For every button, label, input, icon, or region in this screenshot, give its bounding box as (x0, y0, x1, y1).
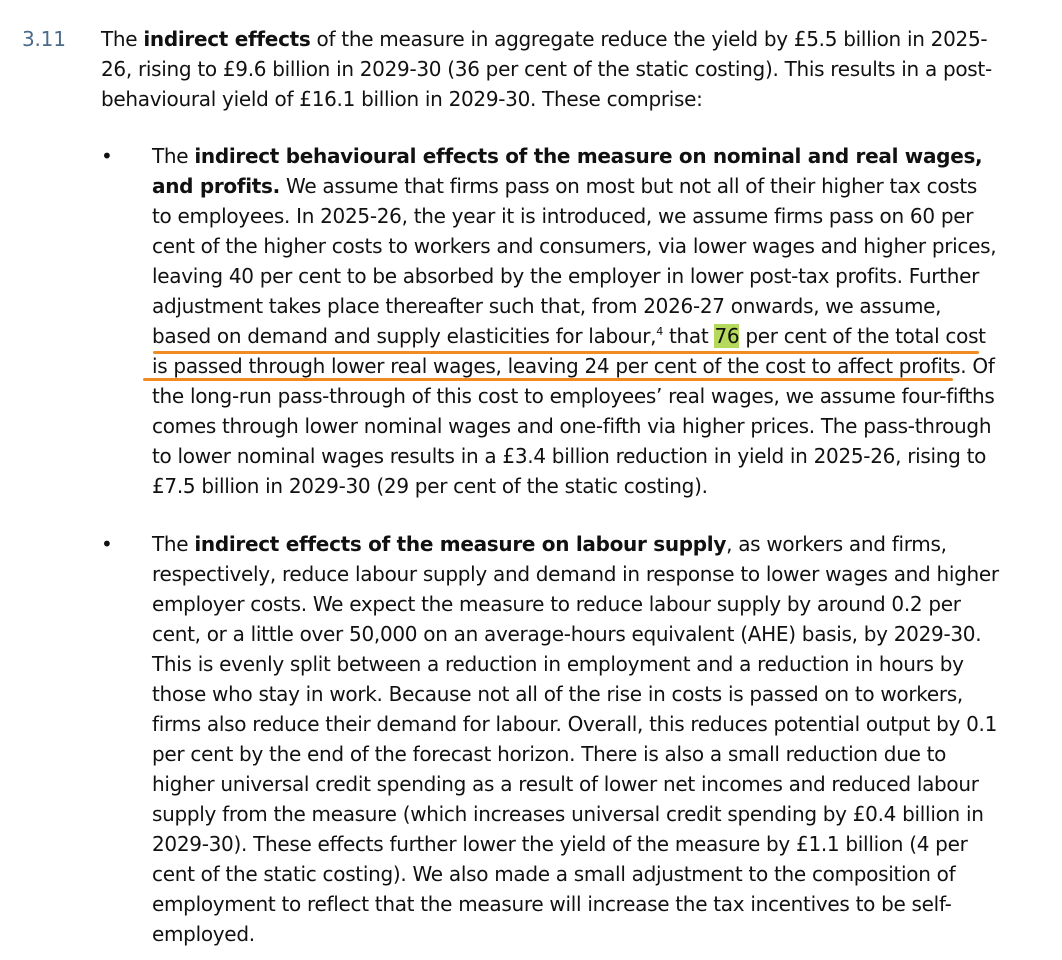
lead-paragraph (101, 24, 1006, 114)
bullet-marker: • (101, 144, 113, 168)
bullet1-text-1: The (152, 144, 195, 168)
highlighted-value: 76 (714, 324, 740, 348)
lead-text-1: The (101, 27, 144, 51)
lead-bold-term: indirect effects (143, 27, 311, 51)
lead-text-2: of the measure in aggregate reduce the yield by £5.5 billion in 2025-26, rising to £9.6 billion in 2029-30 (36 per cent of the static costing). This results in a post-behavioural yield of £16.1 billion in 2029-30. These comprise: (101, 27, 992, 111)
annotation-underline-1 (153, 351, 979, 354)
bullet1-bold-heading: indirect behavioural effects of the measure on nominal and real wages, and profits. (152, 144, 983, 198)
bullet1-text-3: that (662, 324, 715, 348)
bullet2-text-1: The (152, 532, 195, 556)
bullet2-bold-heading: indirect effects of the measure on labour supply (194, 532, 727, 556)
bullet-wages-profits (152, 141, 1002, 501)
bullet1-text-4: per cent of the total cost is passed through lower real wages, leaving 24 per cent of the cost to affect profits. Of the long-run pass-through of this cost to employees’ real wages, we assume four-fifths comes through lower nominal wages and one-fifth via higher prices. The pass-through to lower nominal wages results in a £3.4 billion reduction in yield in 2025-26, rising to £7.5 billion in 2029-30 (29 per cent of the static costing). (152, 324, 995, 498)
bullet1-text-2: We assume that firms pass on most but not all of their higher tax costs to employees. In 2025-26, the year it is introduced, we assume firms pass on 60 per cent of the higher costs to workers and consumers, via lower wages and higher prices, leaving 40 per cent to be absorbed by the employer in lower post-tax profits. Further adjustment takes place thereafter such that, from 2026-27 onwards, we assume, based on demand and supply elasticities for labour, (152, 174, 997, 348)
annotation-underline-2 (143, 378, 953, 381)
bullet-marker: • (101, 532, 113, 556)
bullet-labour-supply (152, 529, 1002, 949)
bullet2-text-2: , as workers and firms, respectively, reduce labour supply and demand in response to lower wages and higher employer costs. We expect the measure to reduce labour supply by around 0.2 per cent, or a little over 50,000 on an average-hours equivalent (AHE) basis, by 2029-30. This is evenly split between a reduction in employment and a reduction in hours by those who stay in work. Because not all of the rise in costs is passed on to workers, firms also reduce their demand for labour. Overall, this reduces potential output by 0.1 per cent by the end of the forecast horizon. There is also a small reduction due to higher universal credit spending as a result of lower net incomes and reduced labour supply from the measure (which increases universal credit spending by £0.4 billion in 2029-30). These effects further lower the yield of the measure by £1.1 billion (4 per cent of the static costing). We also made a small adjustment to the composition of employment to reflect that the measure will increase the tax incentives to be self-employed. (152, 532, 999, 946)
footnote-marker[interactable]: 4 (656, 325, 663, 338)
paragraph-number: 3.11 (22, 27, 66, 51)
